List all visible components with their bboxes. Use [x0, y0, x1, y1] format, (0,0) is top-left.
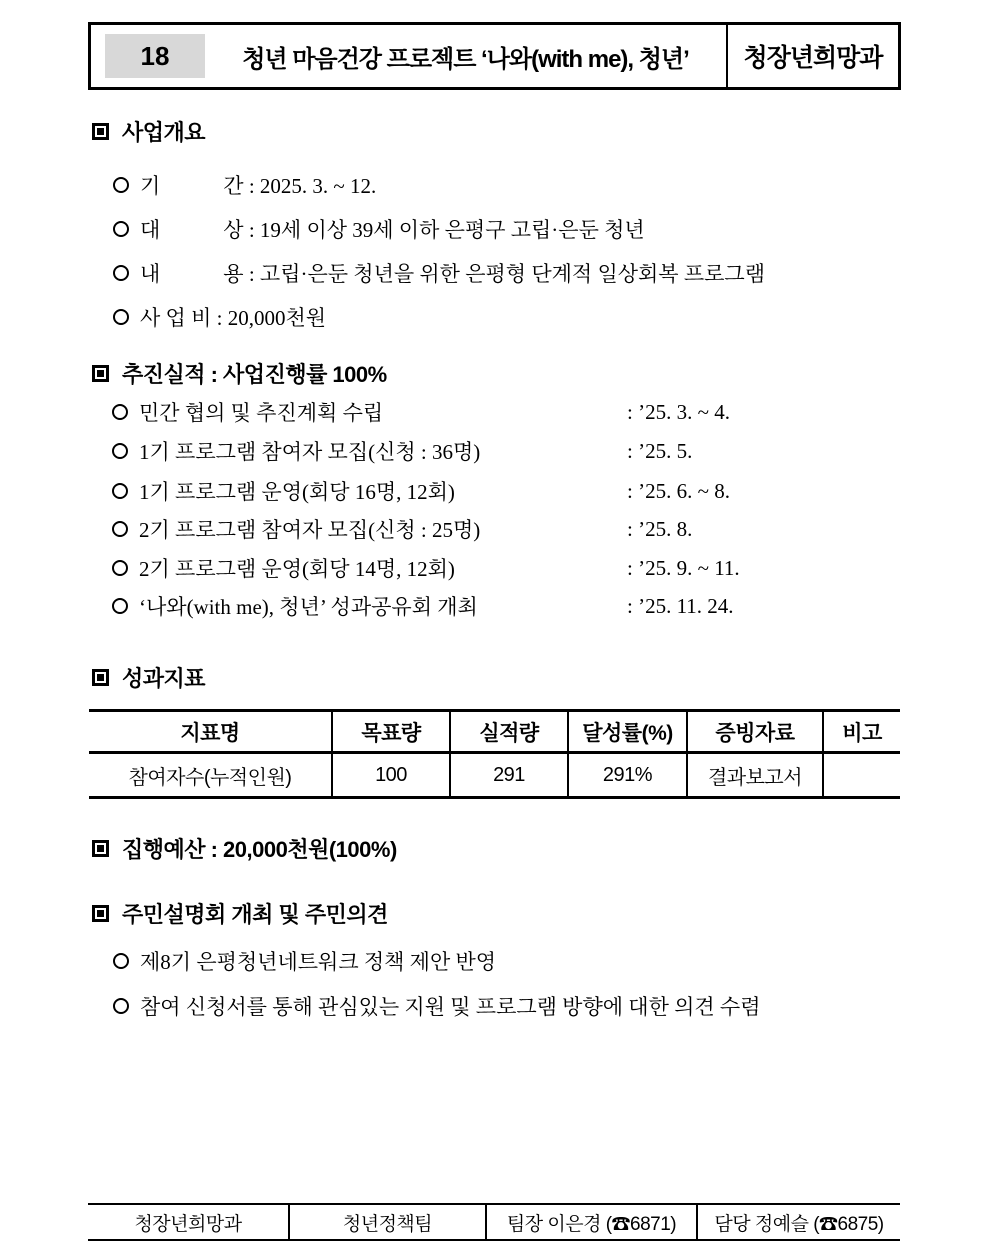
- col-header-rate: 달성률(%): [568, 711, 687, 753]
- footer-contact-table: [88, 1203, 900, 1241]
- col-header-note: 비고: [823, 711, 900, 753]
- progress-item-date: : ’25. 11. 24.: [627, 593, 734, 618]
- progress-item-date: : ’25. 5.: [627, 438, 693, 463]
- progress-item-text: 2기 프로그램 운영(회당 14명, 12회): [139, 557, 455, 581]
- table-row: [89, 753, 900, 798]
- circle-bullet-icon: [112, 521, 128, 537]
- section-heading-label: 성과지표: [122, 666, 206, 691]
- opinion-item: [113, 991, 761, 1021]
- circle-bullet-icon: [112, 404, 128, 420]
- overview-item-period: [113, 170, 376, 200]
- overview-item-budget: [113, 302, 326, 332]
- circle-bullet-icon: [112, 598, 128, 614]
- overview-item-text: 내 용 : 고립·은둔 청년을 위한 은평형 단계적 일상회복 프로그램: [140, 262, 765, 286]
- footer-department: 청장년희망과: [134, 1213, 242, 1235]
- progress-item: [112, 436, 917, 466]
- progress-item-text: 2기 프로그램 참여자 모집(신청 : 25명): [139, 518, 481, 542]
- progress-item: [112, 553, 917, 583]
- progress-item: [112, 476, 917, 506]
- circle-bullet-icon: [113, 998, 129, 1014]
- progress-item: [112, 397, 917, 427]
- footer-team-leader-contact: 팀장 이은경 (☎6871): [485, 1205, 696, 1239]
- performance-table: [89, 709, 900, 799]
- col-header-actual: 실적량: [450, 711, 568, 753]
- project-title: 청년 마음건강 프로젝트 ‘나와(with me), 청년’: [242, 45, 689, 73]
- section-heading-opinions: [92, 898, 388, 929]
- circle-bullet-icon: [113, 309, 129, 325]
- progress-item-date: : ’25. 9. ~ 11.: [627, 555, 740, 580]
- progress-item-text: 1기 프로그램 운영(회당 16명, 12회): [139, 480, 455, 504]
- footer-team: 청년정책팀: [288, 1205, 485, 1239]
- opinion-item-text: 참여 신청서를 통해 관심있는 지원 및 프로그램 방향에 대한 의견 수렴: [140, 995, 761, 1019]
- progress-item-date: : ’25. 6. ~ 8.: [627, 478, 730, 503]
- performance-table-header-row: [89, 711, 900, 753]
- document-header-table: [88, 22, 901, 90]
- circle-bullet-icon: [113, 221, 129, 237]
- circle-bullet-icon: [113, 177, 129, 193]
- overview-item-text: 기 간 : 2025. 3. ~ 12.: [140, 174, 377, 198]
- section-square-icon: [92, 669, 109, 686]
- progress-item: [112, 591, 917, 621]
- header-title-cell: [91, 25, 726, 87]
- department-name: 청장년희망과: [726, 25, 898, 87]
- circle-bullet-icon: [112, 560, 128, 576]
- footer-staff-contact: 담당 정예슬 (☎6875): [696, 1205, 900, 1239]
- col-header-indicator: 지표명: [180, 721, 240, 745]
- opinion-item: [113, 946, 496, 976]
- progress-item-text: 민간 협의 및 추진계획 수립: [139, 401, 384, 425]
- progress-item-date: : ’25. 3. ~ 4.: [627, 399, 730, 424]
- progress-item-date: : ’25. 8.: [627, 516, 693, 541]
- project-number-badge: 18: [105, 34, 205, 78]
- cell-goal: 100: [332, 753, 450, 798]
- section-square-icon: [92, 840, 109, 857]
- section-square-icon: [92, 905, 109, 922]
- cell-indicator: 참여자수(누적인원): [128, 766, 292, 789]
- cell-evidence: 결과보고서: [687, 753, 823, 798]
- overview-item-text: 사 업 비 : 20,000천원: [140, 306, 327, 330]
- cell-note: [823, 753, 900, 798]
- progress-item: [112, 514, 917, 544]
- section-heading-label: 추진실적 : 사업진행률 100%: [122, 362, 387, 387]
- section-heading-label: 사업개요: [122, 120, 206, 145]
- section-heading-label: 주민설명회 개최 및 주민의견: [122, 902, 388, 927]
- section-heading-overview: [92, 116, 205, 147]
- opinion-item-text: 제8기 은평청년네트워크 정책 제안 반영: [140, 950, 497, 974]
- section-heading-performance: [92, 662, 205, 693]
- progress-item-text: ‘나와(with me), 청년’ 성과공유회 개최: [139, 595, 478, 619]
- circle-bullet-icon: [112, 483, 128, 499]
- col-header-goal: 목표량: [332, 711, 450, 753]
- section-heading-progress: [92, 358, 387, 389]
- cell-actual: 291: [450, 753, 568, 798]
- section-heading-label: 집행예산 : 20,000천원(100%): [122, 837, 397, 862]
- progress-item-text: 1기 프로그램 참여자 모집(신청 : 36명): [139, 440, 481, 464]
- cell-rate: 291%: [568, 753, 687, 798]
- circle-bullet-icon: [113, 265, 129, 281]
- overview-item-target: [113, 214, 645, 244]
- col-header-evidence: 증빙자료: [687, 711, 823, 753]
- circle-bullet-icon: [112, 443, 128, 459]
- section-square-icon: [92, 365, 109, 382]
- overview-item-content: [113, 258, 765, 288]
- circle-bullet-icon: [113, 953, 129, 969]
- overview-item-text: 대 상 : 19세 이상 39세 이하 은평구 고립·은둔 청년: [140, 218, 645, 242]
- section-square-icon: [92, 123, 109, 140]
- section-heading-budget: [92, 833, 397, 864]
